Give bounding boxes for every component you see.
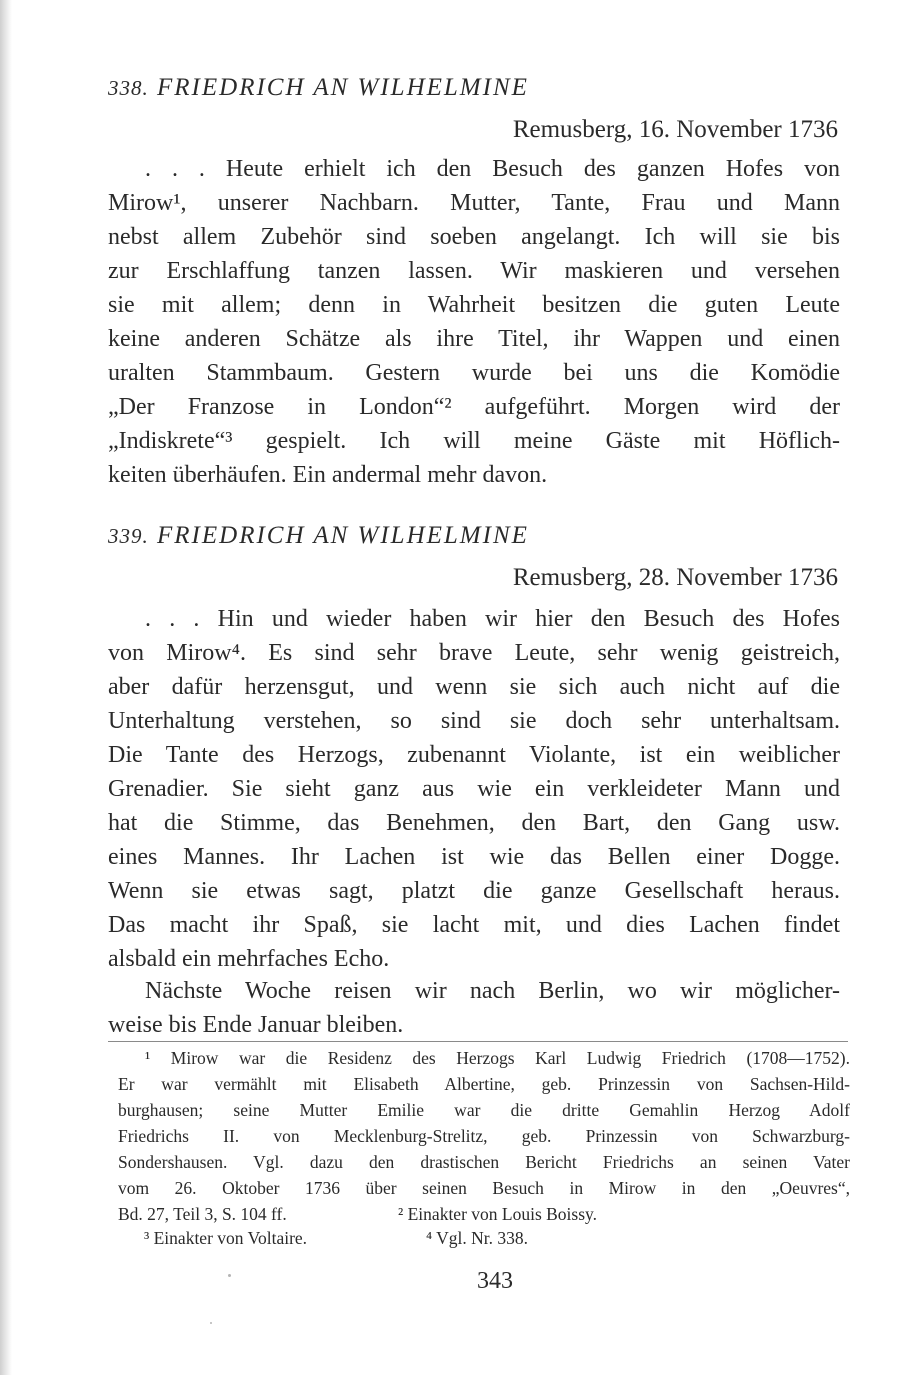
page-binding-edge [0,0,12,1375]
body-line: eines Mannes. Ihr Lachen ist wie das Bellen einer Dogge. [108,844,840,870]
body-line: nebst allem Zubehör sind soeben angelangt. Ich will sie bis [108,224,840,250]
footnote-text: Bd. 27, Teil 3, S. 104 ff. [118,1204,287,1224]
body-line: . . . Hin und wieder haben wir hier den Besuch des Hofes [145,606,840,632]
footnote-text: ² Einakter von Louis Boissy. [398,1204,598,1224]
page-number: 343 [477,1268,513,1294]
body-line: sie mit allem; denn in Wahrheit besitzen die guten Leute [108,292,840,318]
letter-dateline-339: Remusberg, 28. November 1736 [512,564,838,591]
body-line: keiten überhäufen. Ein andermal mehr davon. [108,462,548,488]
body-line: weise bis Ende Januar bleiben. [108,1012,404,1038]
body-line: „Der Franzose in London“² aufgeführt. Morgen wird der [108,394,840,420]
body-line: Wenn sie etwas sagt, platzt die ganze Gesellschaft heraus. [108,878,840,904]
footnote-text: ³ Einakter von Voltaire. [144,1228,308,1248]
body-line: keine anderen Schätze als ihre Titel, ihr Wappen und einen [108,326,840,352]
paper-speck [228,1274,231,1277]
body-line: uralten Stammbaum. Gestern wurde bei uns die Komödie [108,360,840,386]
body-line: aber dafür herzensgut, und wenn sie sich auch nicht auf die [108,674,840,700]
body-line: Nächste Woche reisen wir nach Berlin, wo wir möglicher- [145,978,840,1004]
body-line: alsbald ein mehrfaches Echo. [108,946,390,972]
letter-dateline-338: Remusberg, 16. November 1736 [512,116,838,143]
footnote-line: Sondershausen. Vgl. dazu den drastischen Bericht Friedrichs an seinen Vater [118,1152,850,1172]
footnote-line: burghausen; seine Mutter Emilie war die dritte Gemahlin Herzog Adolf [118,1100,850,1120]
body-line: Mirow¹, unserer Nachbarn. Mutter, Tante, Frau und Mann [108,190,840,216]
paper-speck [210,1322,212,1324]
footnote-text: ⁴ Vgl. Nr. 338. [426,1228,529,1248]
letter-title: FRIEDRICH AN WILHELMINE [157,522,529,549]
body-line: Das macht ihr Spaß, sie lacht mit, und dies Lachen findet [108,912,840,938]
footnote-divider [108,1041,848,1042]
letter-number: 339. [108,524,149,548]
letter-heading-339 [108,522,529,550]
footnote-line [118,1226,850,1250]
letter-heading-338 [108,74,529,102]
body-line: . . . Heute erhielt ich den Besuch des ganzen Hofes von [145,156,840,182]
body-line: Grenadier. Sie sieht ganz aus wie ein verkleideter Mann und [108,776,840,802]
footnote-line [118,1202,850,1226]
letter-number: 338. [108,76,149,100]
body-line: „Indiskrete“³ gespielt. Ich will meine Gäste mit Höflich- [108,428,840,454]
footnote-line: Friedrichs II. von Mecklenburg-Strelitz, geb. Prinzessin von Schwarzburg- [118,1126,850,1146]
body-line: Die Tante des Herzogs, zubenannt Violante, ist ein weiblicher [108,742,840,768]
footnote-line: Er war vermählt mit Elisabeth Albertine, geb. Prinzessin von Sachsen-Hild- [118,1074,850,1094]
footnote-line: vom 26. Oktober 1736 über seinen Besuch in Mirow in den „Oeuvres“, [118,1178,850,1198]
body-line: Unterhaltung verstehen, so sind sie doch sehr unterhaltsam. [108,708,840,734]
body-line: von Mirow⁴. Es sind sehr brave Leute, sehr wenig geistreich, [108,640,840,666]
footnote-line: ¹ Mirow war die Residenz des Herzogs Karl Ludwig Friedrich (1708—1752). [145,1048,850,1068]
letter-title: FRIEDRICH AN WILHELMINE [157,74,529,101]
body-line: zur Erschlaffung tanzen lassen. Wir maskieren und versehen [108,258,840,284]
body-line: hat die Stimme, das Benehmen, den Bart, den Gang usw. [108,810,840,836]
